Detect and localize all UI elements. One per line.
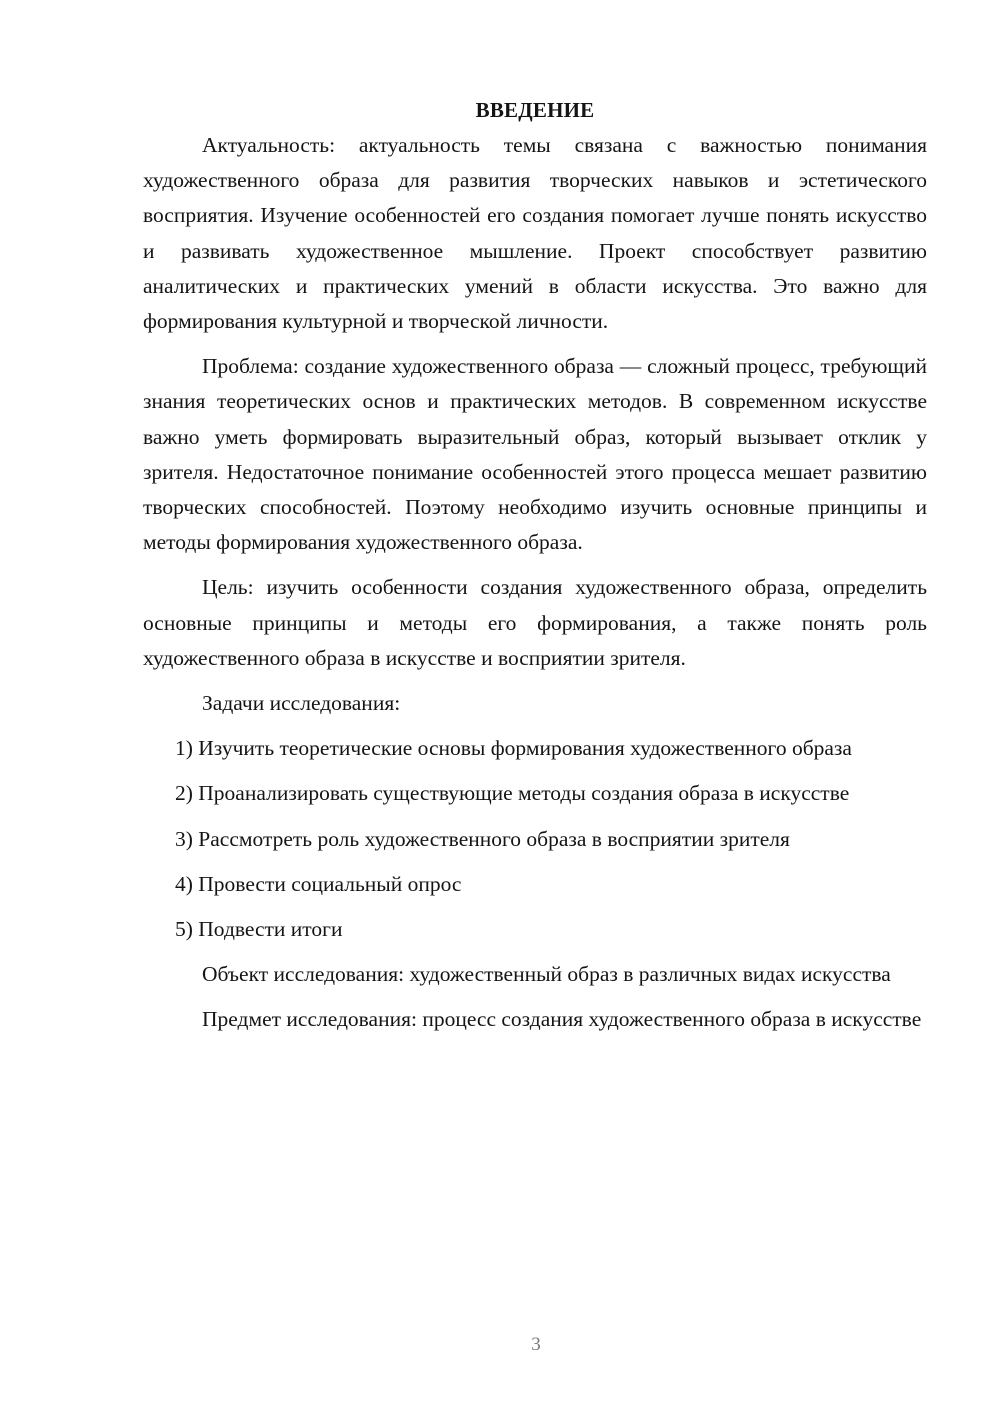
problem-paragraph: Проблема: создание художественного образа — сложный процесс, требующий знания теоретических основ и практических методов. В современном искусстве важно уметь формировать выразительный образ, который вызывает отклик у зрителя. Недостаточное понимание особенностей этого процесса мешает развитию творческих способностей. Поэтому необходимо изучить основные принципы и методы формирования художественного образа. xyxy=(143,354,927,555)
task-item-4: 4) Провести социальный опрос xyxy=(175,871,462,896)
page-body xyxy=(143,94,927,1048)
task-item-3: 3) Рассмотреть роль художественного образа в восприятии зрителя xyxy=(175,826,790,851)
page-title: ВВЕДЕНИЕ xyxy=(475,98,595,122)
task-item-2: 2) Проанализировать существующие методы создания образа в искусстве xyxy=(175,781,850,806)
page-number: 3 xyxy=(531,1334,541,1355)
research-object-paragraph: Объект исследования: художественный образ в различных видах искусства xyxy=(202,962,891,987)
task-item-5: 5) Подвести итоги xyxy=(175,917,343,942)
goal-paragraph: Цель: изучить особенности создания художественного образа, определить основные принципы и методы его формирования, а также понять роль художественного образа в искусстве и восприятии зрителя. xyxy=(143,575,927,670)
task-item-1: 1) Изучить теоретические основы формирования художественного образа xyxy=(175,736,852,761)
tasks-heading: Задачи исследования: xyxy=(202,691,401,716)
relevance-paragraph: Актуальность: актуальность темы связана с важностью понимания художественного образа для развития творческих навыков и эстетического восприятия. Изучение особенностей его создания помогает лучше понять искусство и развивать художественное мышление. Проект способствует развитию аналитических и практических умений в области искусства. Это важно для формирования культурной и творческой личности. xyxy=(143,133,927,334)
research-subject-paragraph: Предмет исследования: процесс создания художественного образа в искусстве xyxy=(202,1007,922,1032)
